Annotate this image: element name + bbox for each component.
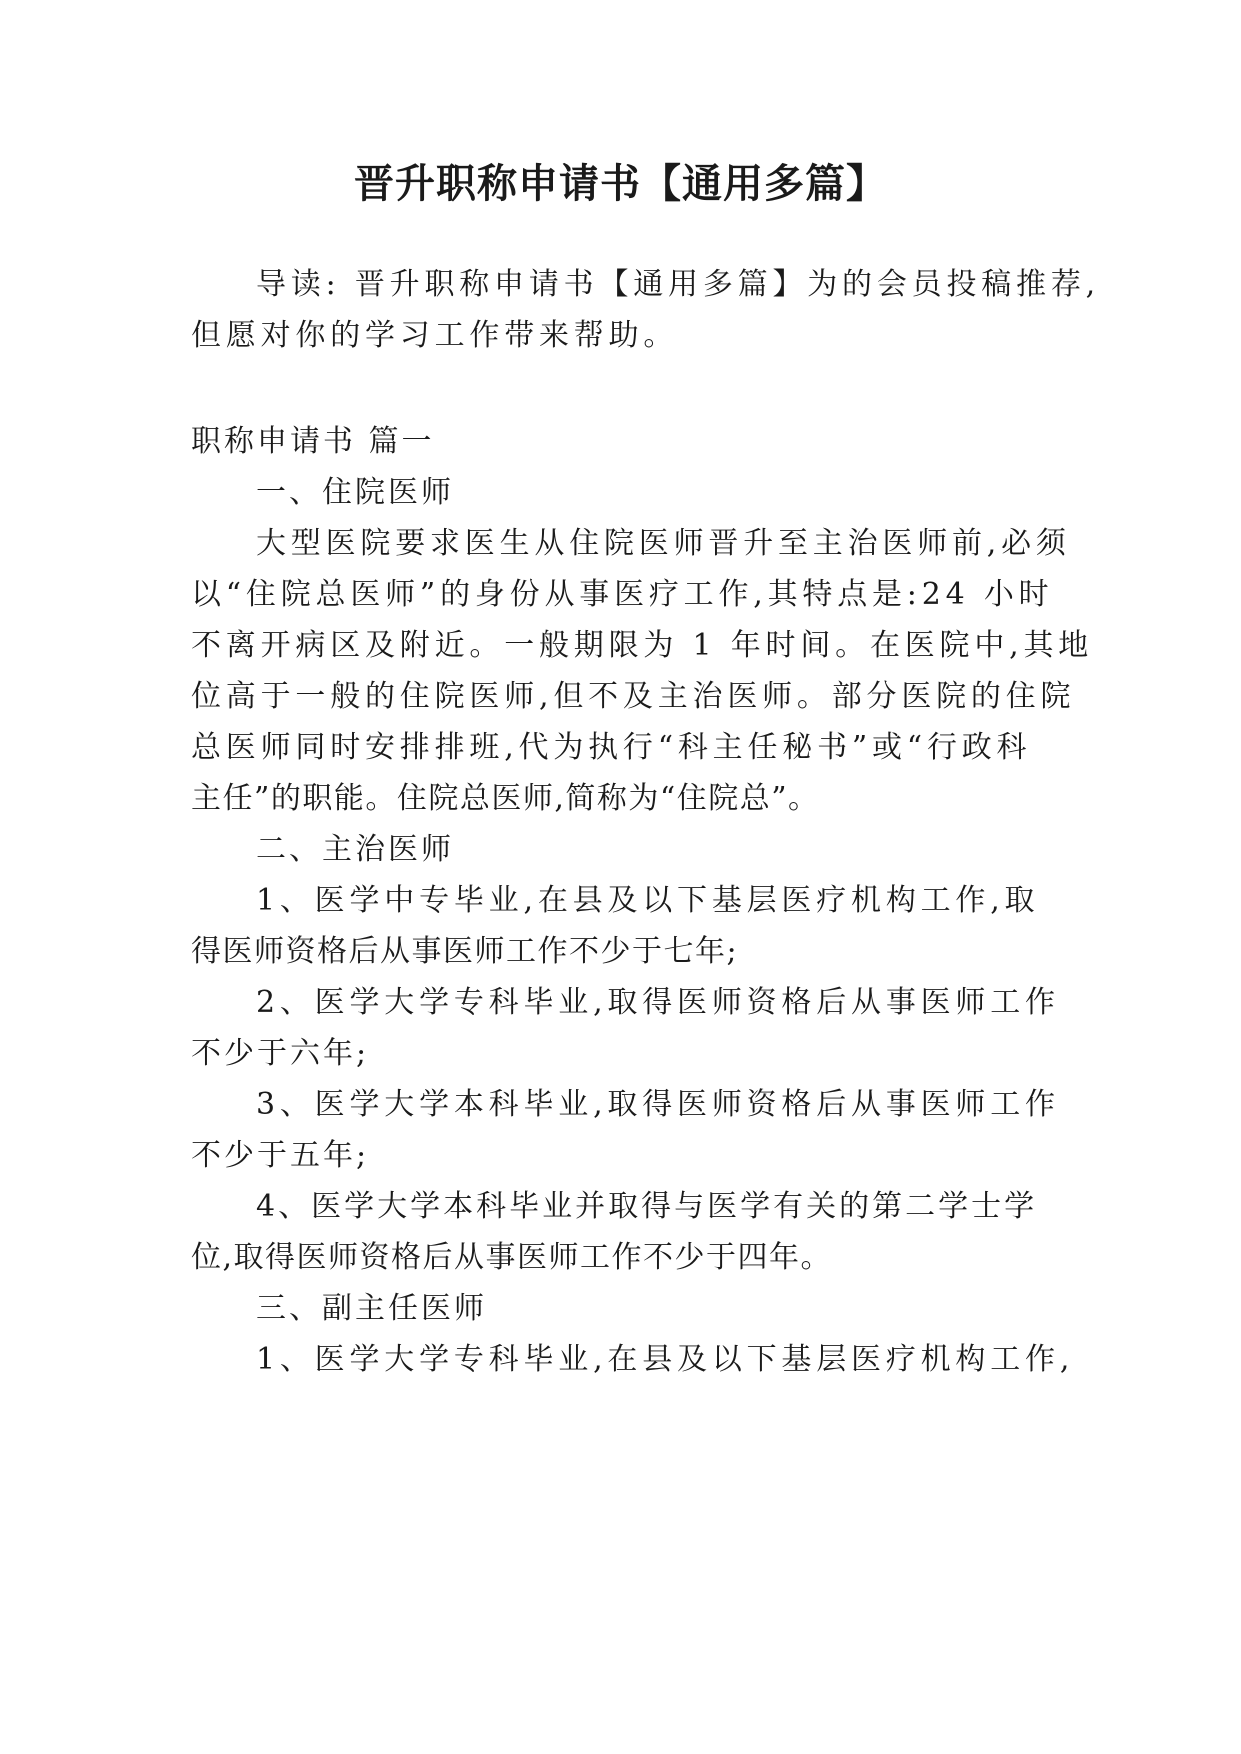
part1-para-line: 不离开病区及附近。一般期限为 1 年时间。在医院中,其地 <box>191 628 1094 663</box>
part2-item-1-line-1: 1、医学中专毕业,在县及以下基层医疗机构工作,取 <box>256 883 1040 918</box>
part1-para-line: 主任”的职能。住院总医师,简称为“住院总”。 <box>191 781 820 816</box>
part3-item-1-line-1: 1、医学大学专科毕业,在县及以下基层医疗机构工作, <box>256 1342 1075 1377</box>
part3-heading: 三、副主任医师 <box>256 1291 487 1326</box>
part2-heading: 二、主治医师 <box>256 832 454 867</box>
part1-heading: 一、住院医师 <box>256 475 454 510</box>
part1-para-line: 大型医院要求医生从住院医师晋升至主治医师前,必须 <box>256 526 1071 561</box>
part2-item-2-line-2: 不少于六年; <box>191 1036 370 1071</box>
part2-item-3-line-1: 3、医学大学本科毕业,取得医师资格后从事医师工作 <box>256 1087 1060 1122</box>
part2-item-3-line-2: 不少于五年; <box>191 1138 370 1173</box>
part1-para-line: 以“住院总医师”的身份从事医疗工作,其特点是:24 小时 <box>191 577 1054 612</box>
part2-item-2-line-1: 2、医学大学专科毕业,取得医师资格后从事医师工作 <box>256 985 1060 1020</box>
intro-line-1: 导读: 晋升职称申请书【通用多篇】为的会员投稿推荐, <box>256 267 1100 302</box>
part2-item-4-line-2: 位,取得医师资格后从事医师工作不少于四年。 <box>191 1240 833 1275</box>
part2-item-4-line-1: 4、医学大学本科毕业并取得与医学有关的第二学士学 <box>256 1189 1038 1224</box>
intro-line-2: 但愿对你的学习工作带来帮助。 <box>191 318 679 353</box>
part2-item-1-line-2: 得医师资格后从事医师工作不少于七年; <box>191 934 739 969</box>
part1-para-line: 位高于一般的住院医师,但不及主治医师。部分医院的住院 <box>191 679 1076 714</box>
document-title: 晋升职称申请书【通用多篇】 <box>354 161 887 207</box>
part1-para-line: 总医师同时安排排班,代为执行“科主任秘书”或“行政科 <box>191 730 1032 765</box>
section-heading: 职称申请书 篇一 <box>191 424 435 459</box>
